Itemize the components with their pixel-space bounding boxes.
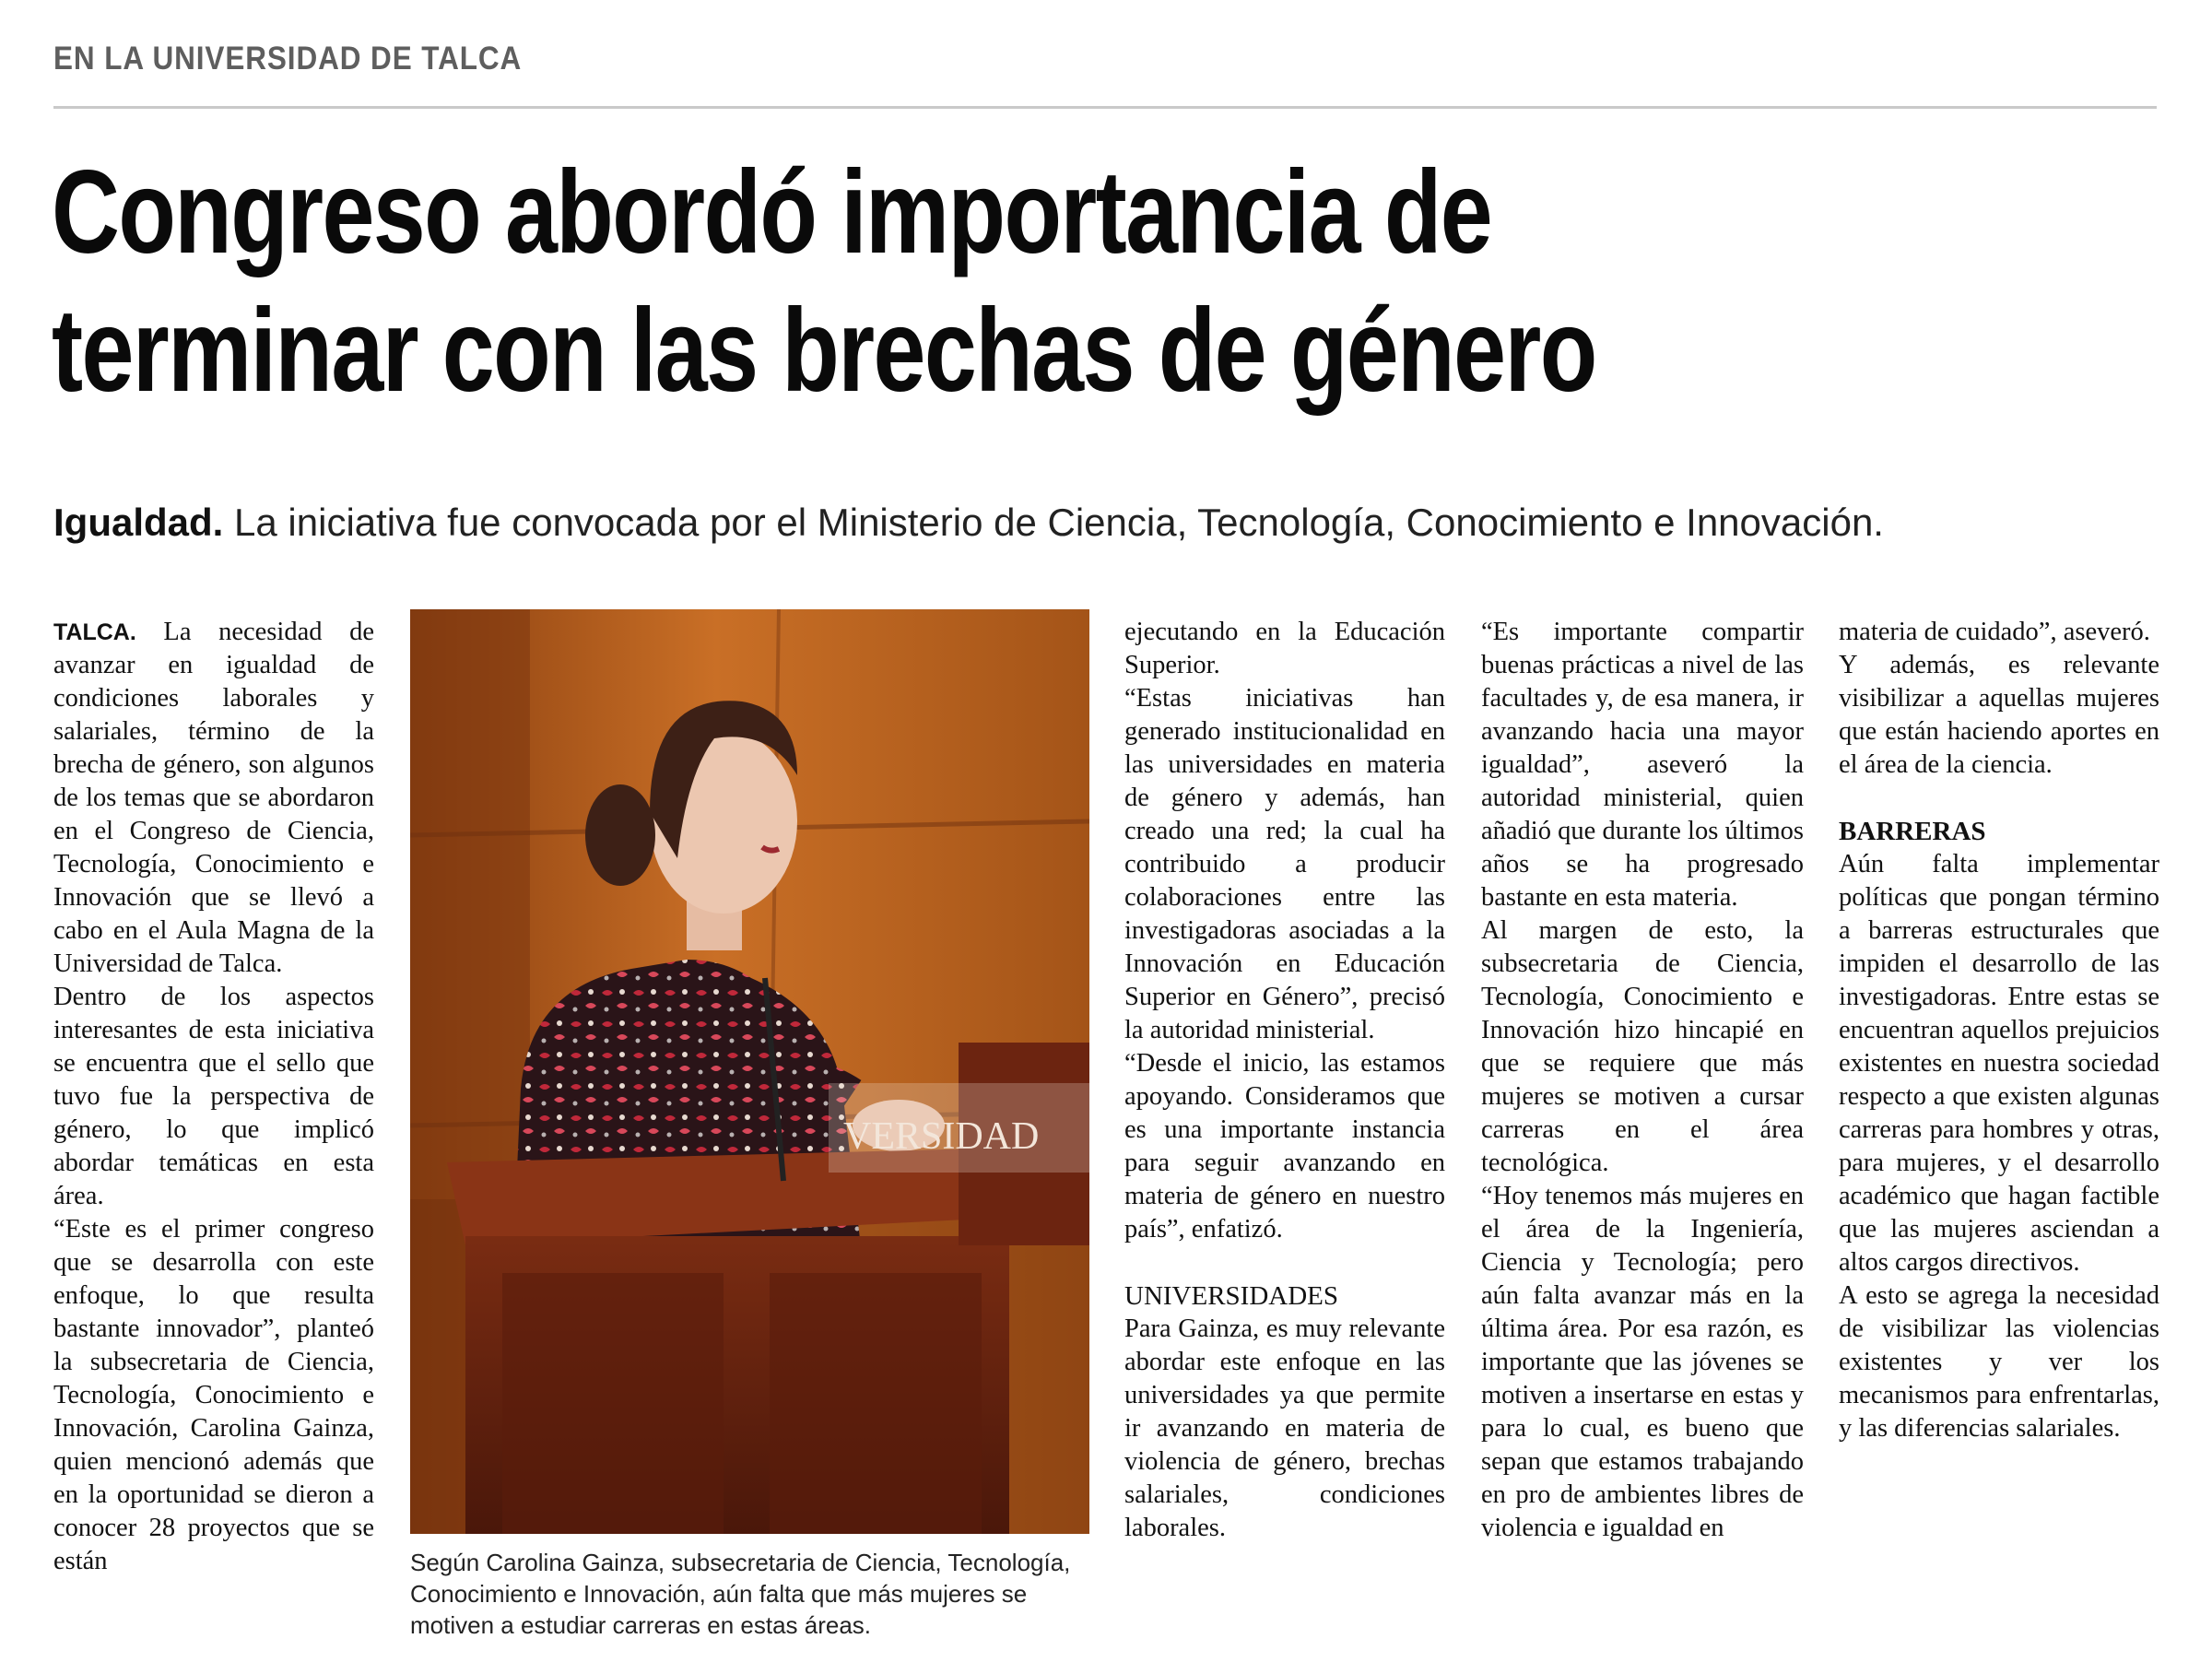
header-divider bbox=[53, 106, 2157, 109]
paragraph bbox=[53, 616, 374, 981]
subhead-barreras: BARRERAS bbox=[1839, 817, 1986, 846]
photo-caption: Según Carolina Gainza, subsecretaria de Ciencia, Tecnología, Conocimiento e Innovación, aún falta que más mujeres se motiven a estudiar carreras en estas áreas. bbox=[410, 1549, 1071, 1639]
deck bbox=[53, 501, 1884, 545]
article-photo bbox=[410, 609, 1089, 1534]
paragraph: “Este es el primer congreso que se desarrolla con este enfoque, lo que resulta bastante innovador”, planteó la subsecretaria de Ciencia, Tecnología, Conocimiento e Innovación, Carolina Gainza, quien mencionó además que en la oportunidad se dieron a conocer 28 proyectos que se están bbox=[53, 1215, 374, 1575]
speaker-at-podium-image bbox=[410, 609, 1089, 1534]
headline bbox=[52, 144, 1747, 420]
paragraph: Dentro de los aspectos interesantes de esta iniciativa se encuentra que el sello que tuvo fue la perspectiva de género, lo que implicó abordar temáticas en esta área. bbox=[53, 983, 374, 1210]
article-column-1 bbox=[53, 616, 374, 1578]
paragraph: Y además, es relevante visibilizar a aquellas mujeres que están haciendo aportes en el área de la ciencia. bbox=[1839, 651, 2159, 779]
article-column-5 bbox=[1839, 616, 2159, 1445]
article-column-3 bbox=[1124, 616, 1445, 1545]
paragraph: “Es importante compartir buenas prácticas a nivel de las facultades y, de esa manera, ir avanzando hacia una mayor igualdad”, aseveró la autoridad ministerial, quien añadió que durante los últimos años se ha progresado bastante en esta materia. bbox=[1481, 618, 1804, 912]
subhead-universidades: UNIVERSIDADES bbox=[1124, 1281, 1338, 1311]
dateline: TALCA. bbox=[53, 619, 136, 645]
paragraph: “Hoy tenemos más mujeres en el área de la Ingeniería, Ciencia y Tecnología; pero aún falta avanzar más en la última área. Por esa razón, es importante que las jóvenes se motiven a insertarse en estas y para lo cual, es bueno que sepan que estamos trabajando en pro de ambientes libres de violencia e igualdad en bbox=[1481, 1182, 1804, 1542]
paragraph: Al margen de esto, la subsecretaria de Ciencia, Tecnología, Conocimiento e Innovación hizo hincapié en que se requiere que más mujeres se motiven a cursar carreras en el área tecnológica. bbox=[1481, 916, 1804, 1177]
headline-line-1: Congreso abordó importancia de bbox=[52, 147, 1492, 278]
paragraph: ejecutando en la Educación Superior. bbox=[1124, 618, 1445, 679]
podium-sign-text: VERSIDAD bbox=[843, 1115, 1040, 1158]
section-label: EN LA UNIVERSIDAD DE TALCA bbox=[53, 41, 523, 77]
paragraph: Aún falta implementar políticas que pongan término a barreras estructurales que impiden el desarrollo de las investigadoras. Entre estas se encuentran aquellos prejuicios existentes en nuestra sociedad respecto a que existen algunas carreras para hombres y otras, para mujeres, y el desarrollo académico que hagan factible que las mujeres asciendan a altos cargos directivos. bbox=[1839, 850, 2159, 1277]
paragraph: “Desde el inicio, las estamos apoyando. Consideramos que es una importante instancia para seguir avanzando en materia de género en nuestro país”, enfatizó. bbox=[1124, 1049, 1445, 1244]
paragraph: materia de cuidado”, aseveró. bbox=[1839, 618, 2150, 646]
article-column-4 bbox=[1481, 616, 1804, 1545]
paragraph-text: La necesidad de avanzar en igualdad de condiciones laborales y salariales, término de la brecha de género, son algunos de los temas que se abordaron en el Congreso de Ciencia, Tecnología, Conocimiento e Innovación que se llevó a cabo en el Aula Magna de la Universidad de Talca. bbox=[53, 618, 374, 978]
deck-text: La iniciativa fue convocada por el Ministerio de Ciencia, Tecnología, Conocimiento e Innovación. bbox=[234, 501, 1884, 544]
paragraph: Para Gainza, es muy relevante abordar este enfoque en las universidades ya que permite ir avanzando en materia de violencia de género, brechas salariales, condiciones laborales. bbox=[1124, 1314, 1445, 1542]
deck-lead: Igualdad. bbox=[53, 501, 224, 544]
paragraph: A esto se agrega la necesidad de visibilizar las violencias existentes y ver los mecanismos para enfrentarlas, y las diferencias salariales. bbox=[1839, 1281, 2159, 1443]
headline-line-2: terminar con las brechas de género bbox=[52, 285, 1596, 417]
paragraph: “Estas iniciativas han generado institucionalidad en las universidades en materia de género y además, han creado una red; la cual ha contribuido a producir colaboraciones entre las investigadoras asociadas a la Innovación en Educación Superior en Género”, precisó la autoridad ministerial. bbox=[1124, 684, 1445, 1044]
